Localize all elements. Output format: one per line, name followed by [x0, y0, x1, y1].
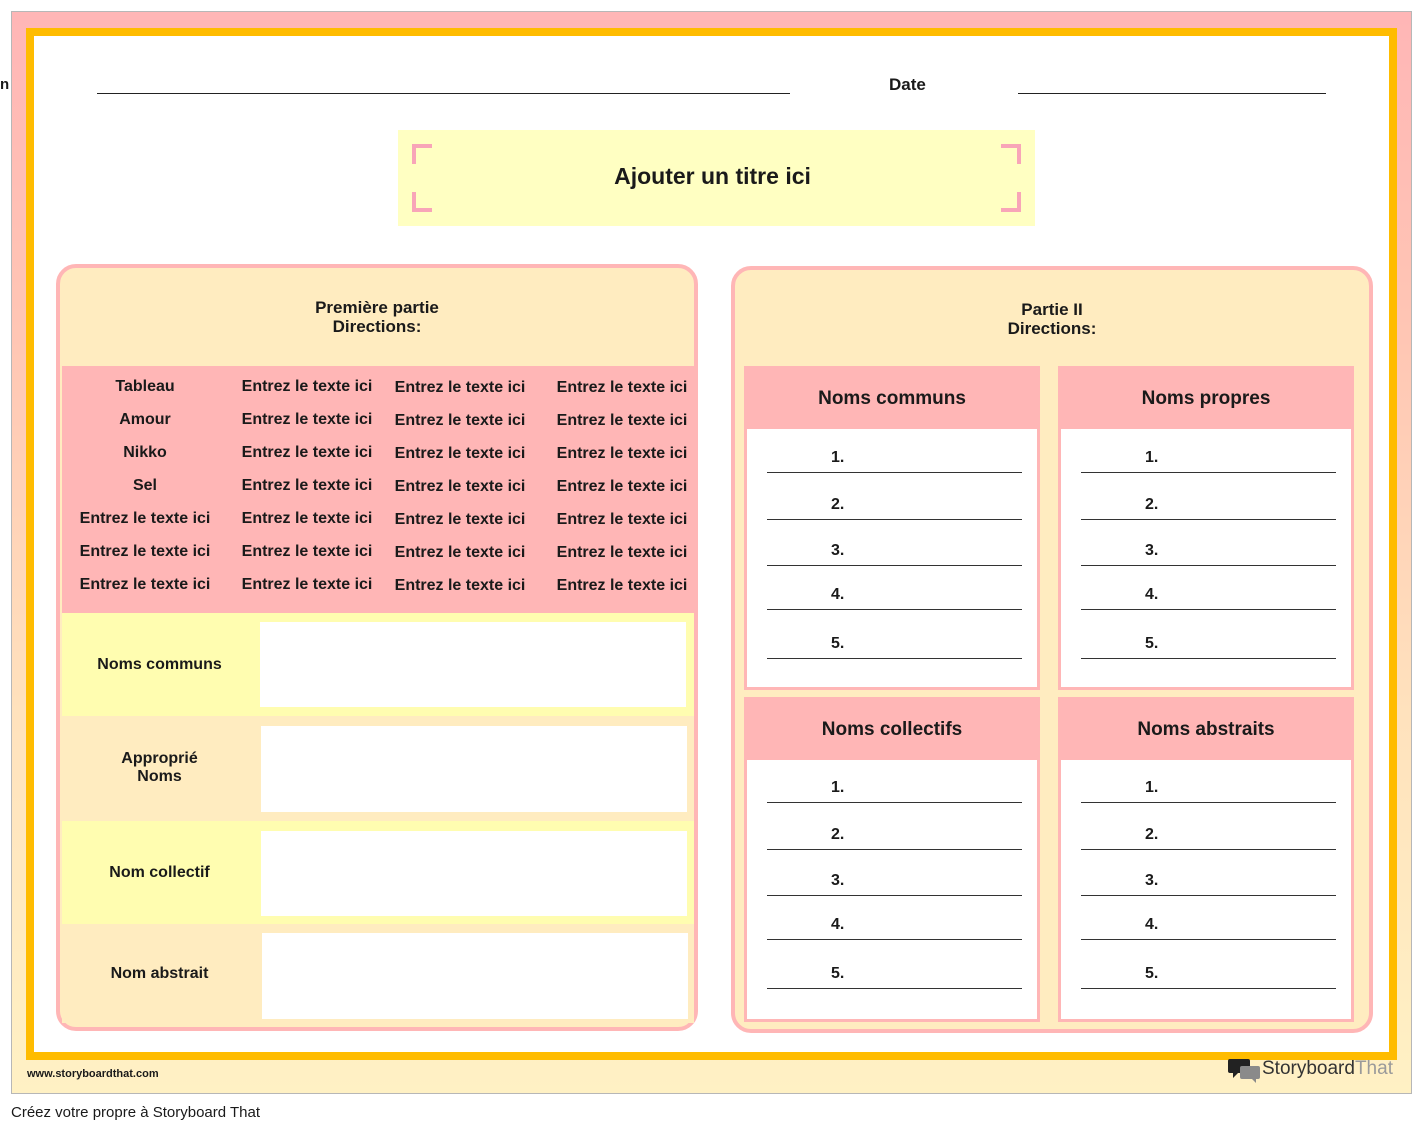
footer-caption[interactable]: Créez votre propre à Storyboard That	[11, 1104, 261, 1121]
noun-list-box	[744, 366, 1040, 690]
category-label: Noms communs	[97, 655, 222, 673]
word-cell[interactable]: Entrez le texte ici	[394, 544, 526, 561]
word-cell[interactable]: Entrez le texte ici	[241, 543, 373, 560]
answer-line[interactable]	[767, 609, 1022, 610]
noun-list-box	[1058, 697, 1354, 1022]
noun-list-title: Noms propres	[1061, 369, 1351, 429]
word-bank-grid	[62, 366, 694, 613]
answer-line[interactable]	[1081, 802, 1336, 803]
list-number: 5.	[831, 635, 845, 652]
word-cell[interactable]: Entrez le texte ici	[241, 510, 373, 527]
list-number: 1.	[831, 449, 845, 466]
word-cell[interactable]: Entrez le texte ici	[394, 511, 526, 528]
answer-line[interactable]	[1081, 609, 1336, 610]
word-cell[interactable]: Entrez le texte ici	[556, 379, 688, 396]
answer-line[interactable]	[767, 565, 1022, 566]
corner-bottom-left	[412, 192, 432, 212]
word-cell[interactable]: Entrez le texte ici	[241, 411, 373, 428]
word-cell[interactable]: Entrez le texte ici	[556, 412, 688, 429]
word-cell[interactable]: Sel	[132, 477, 157, 494]
word-cell[interactable]: Entrez le texte ici	[394, 412, 526, 429]
word-cell[interactable]: Entrez le texte ici	[556, 577, 688, 594]
list-number: 2.	[831, 826, 845, 843]
word-cell[interactable]: Entrez le texte ici	[241, 576, 373, 593]
list-number: 1.	[1145, 449, 1159, 466]
category-row-proper	[62, 716, 694, 819]
answer-box[interactable]	[261, 831, 687, 916]
answer-line[interactable]	[767, 472, 1022, 473]
category-row-common	[62, 613, 694, 716]
word-cell[interactable]: Entrez le texte ici	[556, 445, 688, 462]
word-cell[interactable]: Entrez le texte ici	[79, 543, 211, 560]
category-label: Nom abstrait	[110, 964, 209, 982]
word-cell[interactable]: Entrez le texte ici	[556, 511, 688, 528]
category-label: Nom collectif	[109, 863, 210, 881]
answer-line[interactable]	[1081, 565, 1336, 566]
list-number: 4.	[1145, 916, 1159, 933]
noun-list-box	[1058, 366, 1354, 690]
answer-line[interactable]	[767, 849, 1022, 850]
list-number: 5.	[1145, 635, 1159, 652]
word-cell[interactable]: Tableau	[115, 378, 175, 395]
list-number: 3.	[1145, 542, 1159, 559]
answer-line[interactable]	[767, 988, 1022, 989]
answer-line[interactable]	[767, 658, 1022, 659]
list-number: 4.	[1145, 586, 1159, 603]
list-number: 5.	[831, 965, 845, 982]
list-number: 1.	[831, 779, 845, 796]
speech-bubbles-icon	[1228, 1056, 1262, 1084]
word-cell[interactable]: Entrez le texte ici	[394, 379, 526, 396]
noun-list-title: Noms abstraits	[1061, 700, 1351, 760]
answer-line[interactable]	[767, 939, 1022, 940]
noun-list-box	[744, 697, 1040, 1022]
word-cell[interactable]: Entrez le texte ici	[394, 478, 526, 495]
corner-top-left	[412, 144, 432, 164]
answer-box[interactable]	[260, 622, 686, 707]
noun-list-title: Noms collectifs	[747, 700, 1037, 760]
word-cell[interactable]: Entrez le texte ici	[241, 477, 373, 494]
list-number: 2.	[1145, 826, 1159, 843]
word-cell[interactable]: Amour	[119, 411, 171, 428]
answer-box[interactable]	[262, 933, 688, 1019]
word-cell[interactable]: Entrez le texte ici	[79, 576, 211, 593]
word-cell[interactable]: Entrez le texte ici	[241, 444, 373, 461]
list-number: 3.	[831, 542, 845, 559]
word-cell[interactable]: Entrez le texte ici	[79, 510, 211, 527]
word-cell[interactable]: Entrez le texte ici	[241, 378, 373, 395]
answer-line[interactable]	[767, 802, 1022, 803]
word-cell[interactable]: Entrez le texte ici	[556, 544, 688, 561]
answer-line[interactable]	[767, 895, 1022, 896]
part1-directions: Directions:	[332, 317, 422, 336]
list-number: 5.	[1145, 965, 1159, 982]
word-cell[interactable]: Nikko	[123, 444, 167, 461]
list-number: 3.	[1145, 872, 1159, 889]
page-title[interactable]: Ajouter un titre ici	[614, 163, 811, 189]
part2-directions: Directions:	[1007, 319, 1097, 338]
list-number: 3.	[831, 872, 845, 889]
part1-heading: Première partie	[315, 298, 439, 317]
answer-line[interactable]	[1081, 988, 1336, 989]
corner-bottom-right	[1001, 192, 1021, 212]
word-cell[interactable]: Entrez le texte ici	[556, 478, 688, 495]
noun-list-title: Noms communs	[747, 369, 1037, 429]
list-number: 1.	[1145, 779, 1159, 796]
list-number: 2.	[831, 496, 845, 513]
storyboardthat-logo: StoryboardThat	[1262, 1058, 1393, 1079]
category-label: Approprié Noms	[121, 749, 198, 785]
word-cell[interactable]: Entrez le texte ici	[394, 445, 526, 462]
category-row-abstract	[62, 924, 694, 1023]
list-number: 4.	[831, 916, 845, 933]
list-number: 2.	[1145, 496, 1159, 513]
website-url: www.storyboardthat.com	[27, 1068, 159, 1080]
category-row-collective	[62, 821, 694, 924]
list-number: 4.	[831, 586, 845, 603]
name-label-fragment: n	[0, 76, 10, 93]
answer-line[interactable]	[1081, 658, 1336, 659]
answer-line[interactable]	[1081, 895, 1336, 896]
date-line[interactable]	[1018, 93, 1326, 94]
date-label: Date	[889, 75, 926, 94]
answer-line[interactable]	[1081, 519, 1336, 520]
name-line[interactable]	[97, 93, 790, 94]
answer-line[interactable]	[767, 519, 1022, 520]
answer-line[interactable]	[1081, 939, 1336, 940]
corner-top-right	[1001, 144, 1021, 164]
answer-line[interactable]	[1081, 849, 1336, 850]
answer-line[interactable]	[1081, 472, 1336, 473]
word-cell[interactable]: Entrez le texte ici	[394, 577, 526, 594]
part2-heading: Partie II	[1021, 300, 1083, 319]
answer-box[interactable]	[261, 726, 687, 812]
